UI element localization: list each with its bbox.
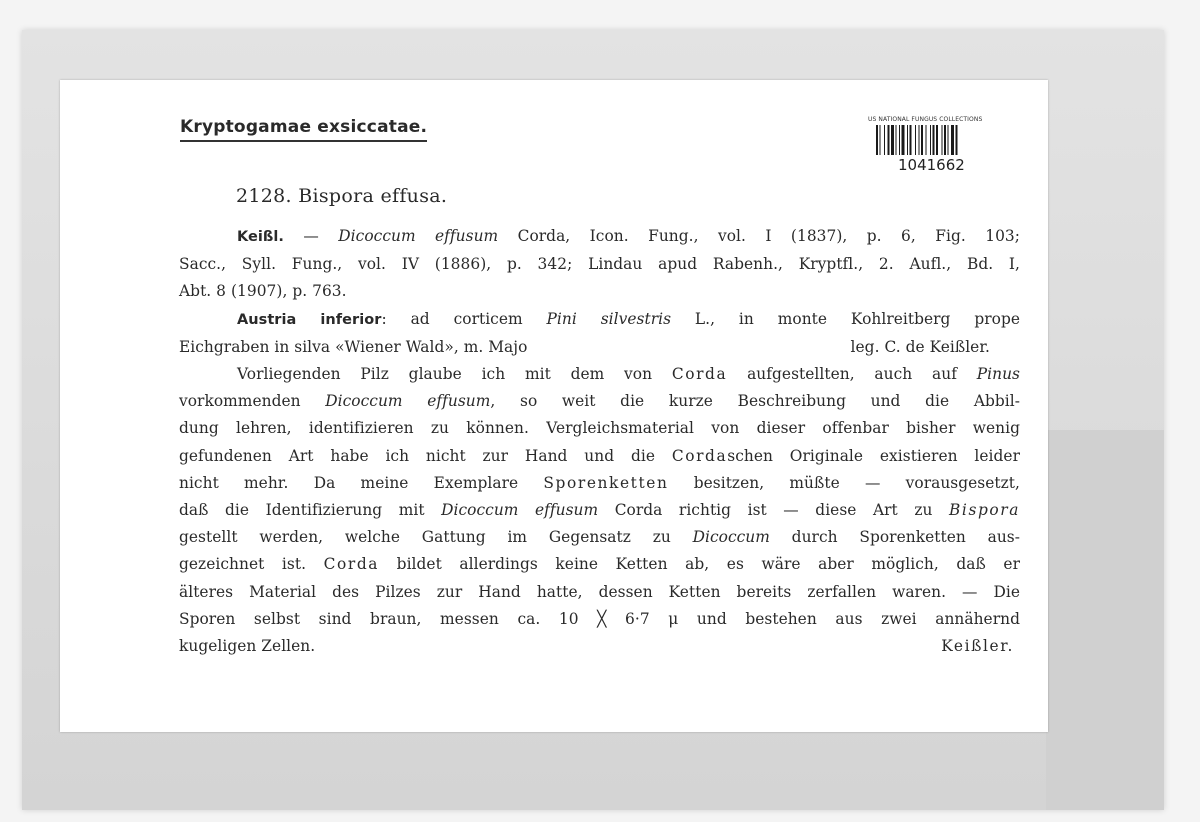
notes-text: Corda richtig ist — diese Art zu (598, 501, 950, 520)
locality-line-1 (179, 306, 1020, 334)
author-name: Keißl. (237, 229, 284, 245)
dash: — (284, 227, 339, 245)
name-corda: Corda (671, 446, 728, 465)
locality-text: L., in monte Kohlreitberg prope (671, 309, 1021, 328)
notes-text: Vorliegenden Pilz glaube ich mit dem von (237, 365, 672, 384)
barcode-icon (876, 125, 1006, 155)
notes-text: vorkommenden (179, 392, 326, 411)
host-name: Pini silvestris (546, 309, 672, 328)
notes-line-9: älteres Material des Pilzes zur Hand hatte, dessen Ketten bereits zerfallen waren. — Die (179, 582, 1020, 601)
barcode-sticker (868, 116, 1013, 182)
name-dicoccum: Dicoccum (692, 528, 770, 547)
synonymy-line-1 (179, 223, 1020, 251)
notes-line-2 (179, 388, 1020, 415)
barcode-number: 1041662 (898, 156, 965, 174)
notes-text: gezeichnet ist. (179, 555, 324, 574)
locality-line-2 (179, 334, 1020, 361)
notes-text: gestellt werden, welche Gattung im Gegensatz zu (179, 528, 693, 547)
notes-line-3: dung lehren, identifizieren zu können. Vergleichsmaterial von dieser offenbar bisher wenig (179, 419, 1020, 438)
synonymy-line-3: Abt. 8 (1907), p. 763. (179, 282, 347, 301)
specimen-label (60, 80, 1048, 732)
name-bispora: Bispora (949, 501, 1020, 520)
series-title: Kryptogamae exsiccatae. (180, 117, 427, 142)
species-heading: 2128. Bispora effusa. (236, 185, 448, 207)
locality-place: Eichgraben in silva «Wiener Wald», m. Majo (179, 337, 528, 356)
notes-line-1 (179, 361, 1020, 388)
name-corda: Corda (323, 555, 380, 574)
locality-text: : ad corticem (381, 309, 547, 328)
label-body (179, 223, 1020, 660)
region: Austria inferior (237, 311, 382, 328)
notes-text: bildet allerdings keine Ketten ab, es wäre aber möglich, daß er (379, 555, 1020, 574)
notes-text: aufgestellten, auch auf (727, 365, 977, 384)
notes-text: nicht mehr. Da meine Exemplare (179, 473, 544, 492)
basionym: Dicoccum effusum (338, 227, 499, 245)
notes-text: kugeligen Zellen. (179, 637, 316, 656)
envelope-flap (1046, 430, 1164, 810)
name-corda: Corda (671, 365, 728, 384)
collector: leg. C. de Keißler. (850, 337, 990, 356)
notes-line-10: Sporen selbst sind braun, messen ca. 10 ╳ 6·7 μ und bestehen aus zwei annähernd (179, 609, 1020, 628)
notes-text: gefundenen Art habe ich nicht zur Hand und die (179, 446, 672, 465)
word-sporenketten: Sporenketten (543, 473, 669, 492)
signature: Keißler. (941, 637, 1014, 656)
notes-text: daß die Identifizierung mit (179, 501, 442, 520)
notes-text: , so weit die kurze Beschreibung und die Abbil- (490, 392, 1020, 411)
notes-line-11 (179, 633, 1020, 660)
notes-text: besitzen, müßte — vorausgesetzt, (668, 473, 1020, 492)
notes-text: durch Sporenketten aus- (769, 528, 1020, 547)
name-dicoccum: Dicoccum effusum (441, 501, 599, 520)
notes-line-5 (179, 470, 1020, 497)
name-pinus: Pinus (976, 365, 1020, 384)
notes-line-8 (179, 551, 1020, 578)
synonymy-text: Corda, Icon. Fung., vol. I (1837), p. 6, Fig. 103; (498, 227, 1020, 245)
notes-text: schen Originale existieren leider (727, 446, 1020, 465)
notes-line-7 (179, 524, 1020, 551)
name-dicoccum: Dicoccum effusum (325, 392, 491, 411)
notes-line-6 (179, 497, 1020, 524)
barcode-caption: US NATIONAL FUNGUS COLLECTIONS (868, 116, 983, 123)
notes-line-4 (179, 443, 1020, 470)
synonymy-line-2: Sacc., Syll. Fung., vol. IV (1886), p. 342; Lindau apud Rabenh., Kryptfl., 2. Aufl., Bd. I, (179, 255, 1020, 274)
